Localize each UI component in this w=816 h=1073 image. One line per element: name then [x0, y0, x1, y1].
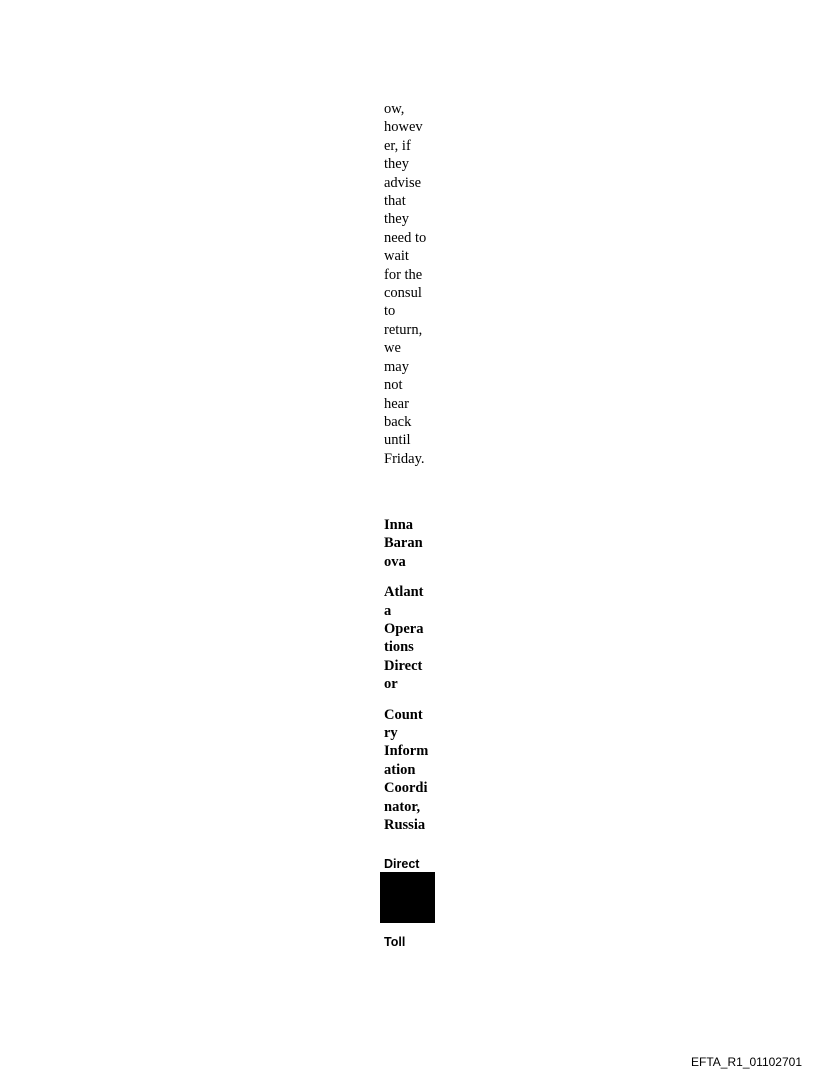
- body-line: we: [384, 340, 401, 357]
- signature-role-line: ry: [384, 725, 398, 742]
- body-line: they: [384, 211, 409, 228]
- body-line: may: [384, 358, 409, 375]
- signature-name-line: Inna: [384, 517, 414, 533]
- signature-role-line: Count: [384, 706, 423, 723]
- signature-title-line: tions: [384, 639, 414, 656]
- signature-name-line: Baran: [384, 535, 423, 552]
- body-line: ow,: [384, 101, 405, 117]
- signature-block: [384, 516, 444, 835]
- email-body-text: [384, 100, 444, 468]
- toll-free-label: Toll: [384, 935, 406, 949]
- redaction-box: [380, 872, 435, 923]
- signature-name-line: ova: [384, 553, 406, 570]
- body-line: return,: [384, 321, 423, 338]
- signature-role-line: Coordi: [384, 780, 428, 797]
- body-line: howev: [384, 119, 423, 136]
- direct-phone-label: Direct: [384, 857, 420, 871]
- spacer: [384, 571, 444, 583]
- body-line: not: [384, 377, 403, 394]
- body-line: advise: [384, 174, 422, 191]
- body-line: hear: [384, 395, 409, 412]
- body-line: they: [384, 156, 409, 173]
- body-line: er, if: [384, 137, 411, 154]
- signature-title-line: or: [384, 676, 398, 693]
- body-line: Friday.: [384, 450, 425, 467]
- signature-title-line: Direct: [384, 657, 423, 674]
- signature-role-line: Russia: [384, 817, 426, 834]
- bates-number: EFTA_R1_01102701: [691, 1055, 802, 1069]
- body-line: consul: [384, 285, 422, 302]
- spacer: [384, 694, 444, 706]
- body-line: to: [384, 303, 396, 320]
- signature-title-line: Opera: [384, 621, 424, 638]
- body-line: back: [384, 413, 412, 430]
- signature-role-line: ation: [384, 761, 416, 778]
- signature-role-line: nator,: [384, 798, 421, 815]
- body-line: for the: [384, 266, 423, 283]
- body-line: until: [384, 432, 411, 449]
- body-line: need to: [384, 229, 427, 246]
- body-line: that: [384, 193, 406, 210]
- signature-title-line: a: [384, 602, 392, 619]
- signature-title-line: Atlant: [384, 584, 424, 601]
- signature-role-line: Inform: [384, 743, 429, 760]
- body-line: wait: [384, 248, 409, 265]
